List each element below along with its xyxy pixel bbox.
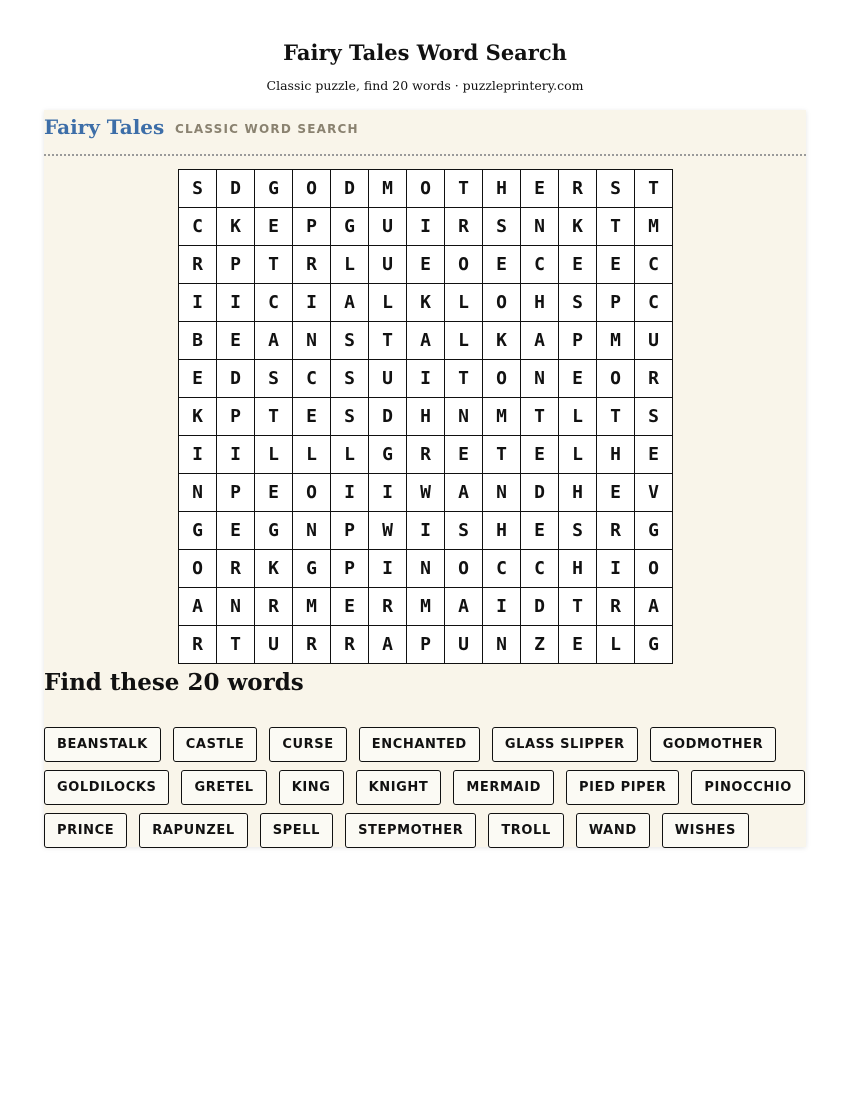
grid-cell: L [331,436,369,474]
grid-cell: A [445,474,483,512]
card-header [44,110,806,156]
grid-cell: I [369,550,407,588]
grid-cell: T [255,246,293,284]
grid-cell: O [179,550,217,588]
word-chip: WISHES [662,813,749,848]
grid-cell: I [217,284,255,322]
grid-cell: I [331,474,369,512]
grid-cell: A [331,284,369,322]
grid-cell: I [179,436,217,474]
grid-cell: D [369,398,407,436]
grid-cell: C [179,208,217,246]
grid-cell: E [483,246,521,284]
grid-cell: K [483,322,521,360]
page-subtitle: Classic puzzle, find 20 words · puzzleprintery.com [266,78,584,93]
grid-cell: U [369,208,407,246]
grid-cell: T [559,588,597,626]
grid-cell: R [217,550,255,588]
grid-cell: L [445,284,483,322]
grid-cell: A [445,588,483,626]
grid-cell: N [407,550,445,588]
grid-cell: O [293,170,331,208]
grid-cell: P [331,550,369,588]
grid-cell: I [483,588,521,626]
grid-cell: D [521,474,559,512]
grid-cell: I [369,474,407,512]
grid-cell: W [369,512,407,550]
grid-cell: D [217,360,255,398]
grid-cell: K [559,208,597,246]
word-chip: KING [279,770,344,805]
grid-cell: G [369,436,407,474]
grid-cell: R [293,626,331,664]
grid-cell: T [597,208,635,246]
brand-title: Fairy Tales [44,115,165,139]
grid-cell: T [635,170,673,208]
grid-cell: N [521,208,559,246]
grid-cell: E [255,474,293,512]
word-chip: STEPMOTHER [345,813,476,848]
grid-cell: O [445,550,483,588]
grid-cell: A [407,322,445,360]
grid-cell: E [217,512,255,550]
grid-cell: Z [521,626,559,664]
grid-cell: R [255,588,293,626]
grid-cell: R [331,626,369,664]
grid-cell: M [293,588,331,626]
grid-cell: O [293,474,331,512]
word-chip: BEANSTALK [44,727,161,762]
grid-cell: V [635,474,673,512]
word-chip: CASTLE [173,727,258,762]
puzzle-card [44,110,806,847]
grid-cell: A [521,322,559,360]
grid-cell: L [597,626,635,664]
grid-cell: C [635,246,673,284]
grid-cell: T [369,322,407,360]
grid-cell: K [179,398,217,436]
grid-cell: N [293,512,331,550]
word-chip: ENCHANTED [359,727,480,762]
grid-cell: I [407,512,445,550]
grid-cell: N [483,626,521,664]
grid-cell: W [407,474,445,512]
grid-cell: P [407,626,445,664]
grid-cell: E [179,360,217,398]
grid-cell: N [483,474,521,512]
grid-cell: C [255,284,293,322]
grid-cell: N [445,398,483,436]
grid-cell: I [217,436,255,474]
grid-cell: E [521,512,559,550]
grid-cell: H [483,512,521,550]
grid-cell: S [179,170,217,208]
grid-cell: G [635,626,673,664]
grid-cell: G [255,170,293,208]
grid-cell: G [179,512,217,550]
grid-cell: H [483,170,521,208]
grid-cell: R [635,360,673,398]
word-chip: WAND [576,813,650,848]
grid-cell: I [407,208,445,246]
grid-cell: L [445,322,483,360]
grid-cell: A [635,588,673,626]
word-chip: GLASS SLIPPER [492,727,638,762]
grid-cell: K [255,550,293,588]
word-chip: TROLL [488,813,564,848]
grid-cell: D [521,588,559,626]
grid-cell: M [483,398,521,436]
grid-cell: P [217,398,255,436]
grid-cell: T [255,398,293,436]
word-chip: SPELL [260,813,333,848]
brand-subtitle: CLASSIC WORD SEARCH [175,122,359,136]
grid-cell: T [521,398,559,436]
grid-cell: M [369,170,407,208]
page-title: Fairy Tales Word Search [283,40,567,65]
grid-cell: E [521,170,559,208]
grid-cell: C [521,246,559,284]
grid-cell: N [293,322,331,360]
grid-cell: A [255,322,293,360]
grid-cell: G [293,550,331,588]
grid-cell: C [293,360,331,398]
grid-cell: H [559,474,597,512]
word-chip: PIED PIPER [566,770,679,805]
grid-cell: S [255,360,293,398]
grid-cell: O [597,360,635,398]
grid-cell: I [597,550,635,588]
grid-cell: E [635,436,673,474]
grid-cell: P [293,208,331,246]
grid-cell: R [445,208,483,246]
grid-cell: P [217,246,255,284]
grid-cell: N [217,588,255,626]
grid-cell: U [445,626,483,664]
grid-cell: P [331,512,369,550]
grid-cell: O [407,170,445,208]
grid-cell: E [217,322,255,360]
grid-cell: N [179,474,217,512]
grid-cell: P [597,284,635,322]
grid-cell: E [559,360,597,398]
grid-cell: S [559,284,597,322]
grid-cell: R [293,246,331,284]
grid-cell: R [179,246,217,284]
grid-cell: L [255,436,293,474]
word-chip: GOLDILOCKS [44,770,169,805]
grid-cell: E [445,436,483,474]
grid-cell: P [559,322,597,360]
grid-cell: U [369,246,407,284]
grid-cell: K [217,208,255,246]
word-chip: CURSE [269,727,346,762]
grid-cell: L [559,398,597,436]
grid-cell: K [407,284,445,322]
grid-cell: E [559,626,597,664]
grid-cell: A [179,588,217,626]
word-chip: GRETEL [181,770,266,805]
grid-cell: T [445,170,483,208]
word-chip: RAPUNZEL [139,813,247,848]
grid-cell: S [331,322,369,360]
grid-cell: T [217,626,255,664]
grid-cell: E [559,246,597,284]
grid-cell: L [369,284,407,322]
grid-cell: E [521,436,559,474]
grid-cell: S [331,360,369,398]
grid-cell: R [597,512,635,550]
grid-cell: T [483,436,521,474]
grid-cell: A [369,626,407,664]
grid-cell: B [179,322,217,360]
grid-cell: P [217,474,255,512]
grid-cell: H [407,398,445,436]
grid-cell: E [597,246,635,284]
grid-cell: H [597,436,635,474]
grid-cell: G [255,512,293,550]
grid-cell: N [521,360,559,398]
word-chip: KNIGHT [356,770,442,805]
grid-cell: C [521,550,559,588]
grid-cell: S [331,398,369,436]
grid-cell: R [369,588,407,626]
grid-cell: E [255,208,293,246]
word-list [44,727,806,848]
grid-cell: I [407,360,445,398]
grid-cell: T [445,360,483,398]
grid-cell: M [407,588,445,626]
word-list-heading: Find these 20 words [44,669,304,696]
word-chip: GODMOTHER [650,727,777,762]
grid-cell: I [179,284,217,322]
grid-cell: S [597,170,635,208]
grid-cell: G [635,512,673,550]
grid-cell: L [559,436,597,474]
grid-cell: S [635,398,673,436]
grid-cell: I [293,284,331,322]
grid-cell: D [217,170,255,208]
word-chip: MERMAID [453,770,554,805]
grid-cell: S [483,208,521,246]
grid-cell: H [559,550,597,588]
grid-cell: H [521,284,559,322]
grid-cell: L [293,436,331,474]
grid-cell: O [483,284,521,322]
grid-cell: C [635,284,673,322]
grid-cell: D [331,170,369,208]
grid-cell: R [559,170,597,208]
grid-cell: R [597,588,635,626]
grid-cell: O [483,360,521,398]
grid-cell: O [635,550,673,588]
grid-cell: U [369,360,407,398]
grid-cell: U [635,322,673,360]
grid-cell: M [635,208,673,246]
grid-cell: S [445,512,483,550]
grid-cell: R [407,436,445,474]
grid-cell: T [597,398,635,436]
grid-cell: E [293,398,331,436]
grid-cell: E [597,474,635,512]
grid-cell: M [597,322,635,360]
grid-cell: R [179,626,217,664]
grid-cell: G [331,208,369,246]
grid-cell: L [331,246,369,284]
grid-cell: E [331,588,369,626]
grid-cell: U [255,626,293,664]
grid-cell: S [559,512,597,550]
letter-grid [178,169,673,664]
word-chip: PINOCCHIO [691,770,805,805]
word-chip: PRINCE [44,813,127,848]
grid-cell: O [445,246,483,284]
grid-cell: C [483,550,521,588]
grid-cell: E [407,246,445,284]
